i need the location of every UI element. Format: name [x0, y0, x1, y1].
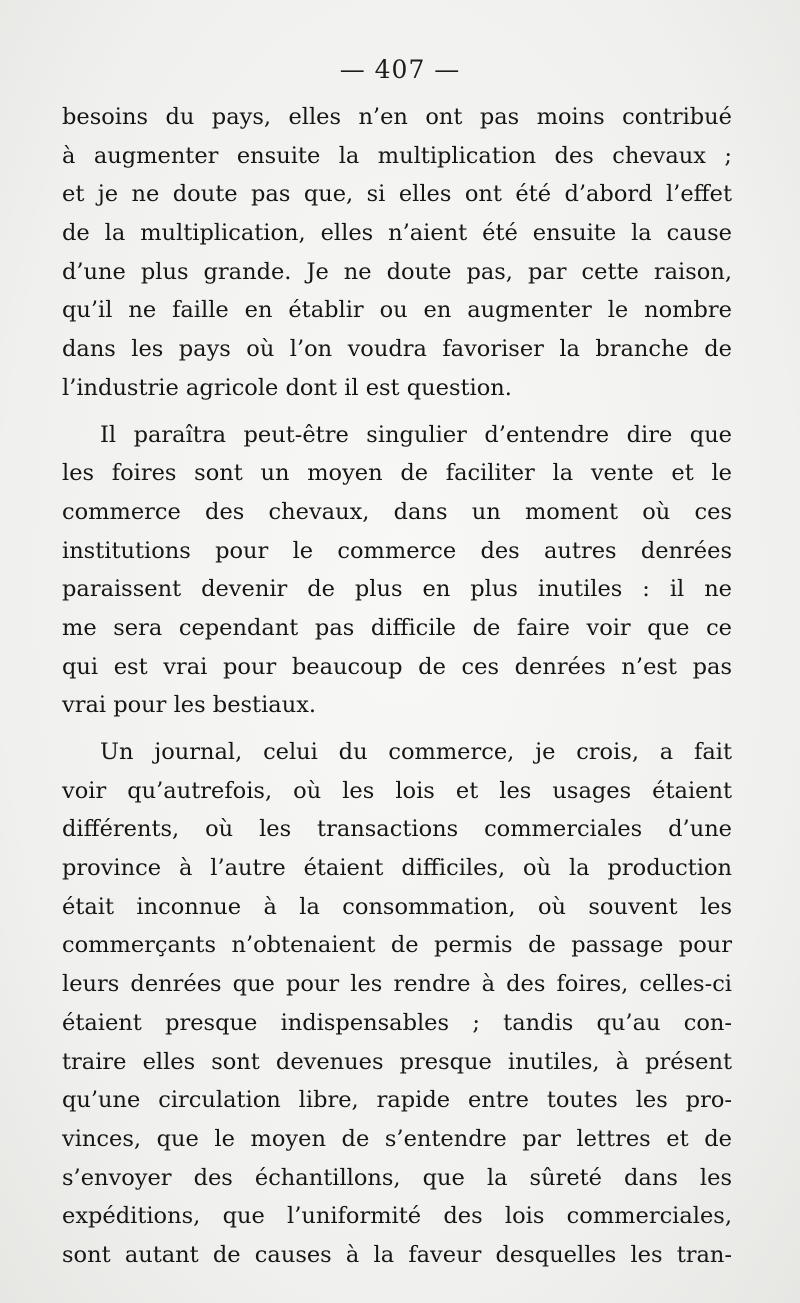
text-line: qu’une circulation libre, rapide entre toutes les pro- — [62, 1087, 732, 1114]
text-line: province à l’autre étaient difficiles, où la production — [62, 855, 732, 882]
text-line: institutions pour le commerce des autres denrées — [62, 537, 732, 564]
body-text — [62, 98, 732, 1275]
text-line: les foires sont un moyen de faciliter la vente et le — [62, 460, 732, 487]
text-line: était inconnue à la consommation, où souvent les — [62, 893, 732, 920]
text-line: et je ne doute pas que, si elles ont été d’abord l’effet — [62, 181, 732, 208]
paragraph-3 — [62, 733, 732, 1275]
text-line: à augmenter ensuite la multiplication des chevaux ; — [62, 142, 732, 169]
text-line: dans les pays où l’on voudra favoriser la branche de — [62, 336, 732, 363]
text-line: me sera cependant pas difficile de faire voir que ce — [62, 614, 732, 641]
text-line: traire elles sont devenues presque inutiles, à présent — [62, 1048, 732, 1075]
text-line: paraissent devenir de plus en plus inutiles : il ne — [62, 576, 732, 603]
text-line: qu’il ne faille en établir ou en augmenter le nombre — [62, 297, 732, 324]
text-line: Un journal, celui du commerce, je crois, a fait — [100, 739, 732, 765]
text-line: sont autant de causes à la faveur desquelles les tran- — [62, 1241, 732, 1268]
text-line: leurs denrées que pour les rendre à des foires, celles-ci — [62, 971, 732, 998]
paragraph-2 — [62, 416, 732, 726]
text-line: l’industrie agricole dont il est question. — [62, 374, 512, 401]
page-number: — 407 — — [339, 55, 461, 84]
text-line: vinces, que le moyen de s’entendre par lettres et de — [62, 1125, 732, 1152]
text-line: étaient presque indispensables ; tandis qu’au con- — [62, 1009, 732, 1036]
text-line: besoins du pays, elles n’en ont pas moins contribué — [62, 104, 732, 130]
text-line: Il paraîtra peut-être singulier d’entendre dire que — [100, 421, 732, 448]
text-line: vrai pour les bestiaux. — [62, 692, 317, 719]
text-line: qui est vrai pour beaucoup de ces denrées n’est pas — [62, 653, 732, 680]
text-line: commerçants n’obtenaient de permis de passage pour — [62, 932, 732, 959]
text-line: différents, où les transactions commerciales d’une — [62, 816, 732, 843]
text-line: de la multiplication, elles n’aient été ensuite la cause — [62, 220, 732, 247]
text-line: d’une plus grande. Je ne doute pas, par cette raison, — [62, 258, 732, 285]
text-line: commerce des chevaux, dans un moment où ces — [62, 498, 732, 525]
paragraph-1 — [62, 98, 732, 408]
text-line: expéditions, que l’uniformité des lois commerciales, — [62, 1203, 732, 1230]
text-line: voir qu’autrefois, où les lois et les usages étaient — [62, 777, 732, 804]
text-line: s’envoyer des échantillons, que la sûreté dans les — [62, 1164, 732, 1191]
